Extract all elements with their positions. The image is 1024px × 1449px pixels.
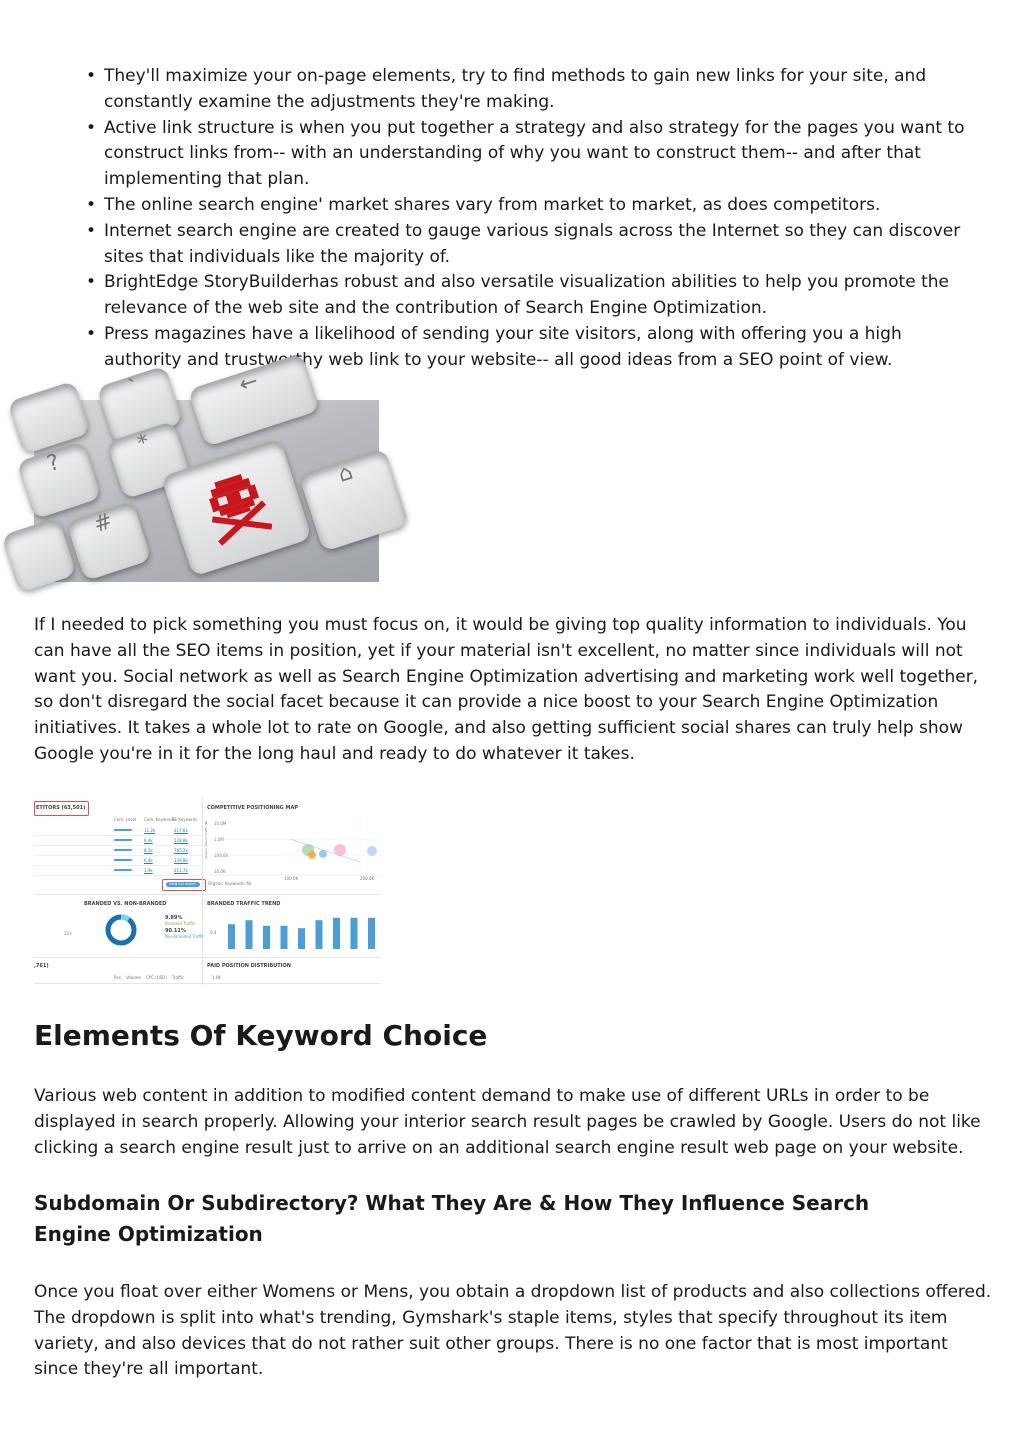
- section-heading: Elements Of Keyword Choice: [34, 1019, 488, 1052]
- competition-level-bar: [114, 849, 132, 851]
- positioning-map: [210, 817, 380, 877]
- nonbranded-label: Non-Branded Traffic: [165, 934, 205, 939]
- se-keyword-count-link: 211.7k: [174, 868, 188, 873]
- trend-y-tick: 0.4: [210, 930, 217, 935]
- keyword-count-link: 6.4k: [144, 838, 153, 843]
- list-item: • Press magazines have a likelihood of sending your site visitors, along with offering you a high authority and trustworthy web link to your website-- all good ideas from a SEO point of view.: [84, 322, 984, 374]
- view-report-label: View full report: [169, 882, 196, 886]
- competitors-title: ETITORS (63,501): [36, 805, 86, 811]
- table-row: [34, 855, 202, 856]
- map-x-label: Organic Keywords (N): [208, 881, 252, 886]
- trend-bar: [333, 918, 340, 949]
- competition-level-bar: [114, 869, 132, 871]
- skull-crossbones-icon: [186, 457, 287, 558]
- bullet-list: [84, 64, 984, 374]
- keyboard-key: ←: [188, 353, 321, 447]
- map-y-label: Organic Search Traffic (N): [204, 820, 208, 859]
- branded-title: BRANDED VS. NON-BRANDED: [84, 901, 167, 907]
- map-title: COMPETITIVE POSITIONING MAP: [207, 805, 299, 811]
- competition-level-bar: [114, 839, 132, 841]
- competition-level-bar: [114, 859, 132, 861]
- trend-bar: [298, 928, 305, 949]
- se-keyword-count-link: 139.8k: [174, 858, 188, 863]
- bottom-left-title: ,761): [34, 963, 49, 969]
- branded-percent: 9.89%: [165, 915, 183, 921]
- keyboard-key: ⌂: [299, 448, 409, 552]
- table-row: [34, 845, 202, 846]
- trend-bar: [368, 918, 375, 949]
- trend-bar: [246, 920, 253, 949]
- column-header: Com. Level: [114, 817, 137, 822]
- paragraph: If I needed to pick something you must focus on, it would be giving top quality information to individuals. You can have all the SEO items in position, yet if your material isn't excellent, no matter since individuals will not want you. Social network as well as Search Engine Optimization advertising and marketing work well together, so don't disregard the social facet because it can provide a nice boost to your Search Engine Optimization initiatives. It takes a whole lot to rate on Google, and also getting sufficient social shares can truly help show Google you're in it for the long haul and ready to do whatever it takes.: [34, 615, 979, 764]
- list-item: • They'll maximize your on-page elements, try to find methods to gain new links for your site, and constantly examine the adjustments they're making.: [84, 64, 984, 116]
- branded-trend-chart: [224, 909, 380, 949]
- keyboard-key: #: [66, 501, 152, 582]
- map-y-tick: 1.0M: [214, 837, 224, 842]
- seo-dashboard-image: [34, 797, 380, 985]
- paid-title: PAID POSITION DISTRIBUTION: [207, 963, 291, 969]
- list-item: • The online search engine' market shares vary from market to market, as does competitors.: [84, 193, 984, 219]
- trend-bar: [351, 918, 358, 949]
- trend-title: BRANDED TRAFFIC TREND: [207, 901, 281, 907]
- trend-bar: [228, 924, 235, 949]
- subsection-heading: Subdomain Or Subdirectory? What They Are & How They Influence Search Engine Optimization: [34, 1191, 870, 1246]
- keyboard-key: ?: [16, 441, 101, 520]
- paid-tick: 1.0K: [212, 975, 221, 980]
- nonbranded-percent: 90.11%: [165, 928, 186, 934]
- list-item: • BrightEdge StoryBuilderhas robust and also versatile visualization abilities to help you promote the relevance of the web site and the contribution of Search Engine Optimization.: [84, 270, 984, 322]
- paragraph: Various web content in addition to modified content demand to make use of different URLs in order to be displayed in search properly. Allowing your interior search result pages be crawled by Google. Users do not like clicking a search engine result just to arrive on an additional search engine result web page on your website.: [34, 1086, 981, 1158]
- table-row: [34, 835, 202, 836]
- keyword-count-link: 8.2k: [144, 848, 153, 853]
- branded-donut-chart: [104, 913, 138, 947]
- table-row: [34, 875, 202, 876]
- map-y-tick: 100.0K: [214, 853, 229, 858]
- column-header: CPC (USD): [146, 975, 167, 980]
- map-y-tick: 10.0K: [214, 869, 226, 874]
- column-header: Pos.: [114, 975, 123, 980]
- map-x-tick: 100.0K: [284, 876, 299, 881]
- keyboard-key: *: [106, 421, 191, 500]
- se-keyword-count-link: 128.8k: [174, 838, 188, 843]
- se-keyword-count-link: 765.2k: [174, 848, 188, 853]
- panel-divider: [34, 957, 380, 958]
- list-item: • Active link structure is when you put together a strategy and also strategy for the pages you want to construct links from-- with an understanding of why you want to construct them-- and after that implementing that plan.: [84, 116, 984, 193]
- map-y-tick: 10.0M: [214, 821, 227, 826]
- column-header: Com. Keywords: [144, 817, 175, 822]
- branded-label: Branded Traffic: [165, 921, 196, 926]
- keyword-count-link: 11.2k: [144, 828, 156, 833]
- map-x-tick: 200.0K: [360, 876, 375, 881]
- keyboard-key: `: [96, 365, 183, 444]
- se-keyword-count-link: 217.6k: [174, 828, 188, 833]
- keyboard-key: [1, 517, 77, 593]
- keyword-count-link: 1.9k: [144, 868, 153, 873]
- column-header: SE Keywords: [172, 817, 198, 822]
- column-header: Traffic: [172, 975, 185, 980]
- keyword-count-link: 6.4k: [144, 858, 153, 863]
- column-header: Volume: [126, 975, 141, 980]
- keyboard-malware-key-image: [34, 368, 379, 582]
- panel-divider: [34, 983, 380, 984]
- panel-divider: [34, 894, 380, 895]
- competition-level-bar: [114, 829, 132, 831]
- trend-bar: [281, 926, 288, 949]
- trend-bar: [263, 926, 270, 949]
- table-row: [34, 865, 202, 866]
- paragraph: Once you float over either Womens or Mens, you obtain a dropdown list of products and also collections offered. The dropdown is split into what's trending, Gymshark's staple items, styles that specify throughout its item variety, and also devices that do not rather suit other groups. There is no one factor that is most important since they're all important.: [34, 1282, 992, 1380]
- branded-left-value: 223: [64, 931, 72, 936]
- list-item: • Internet search engine are created to gauge various signals across the Internet so they can discover sites that individuals like the majority of.: [84, 219, 984, 271]
- trend-bar: [316, 920, 323, 949]
